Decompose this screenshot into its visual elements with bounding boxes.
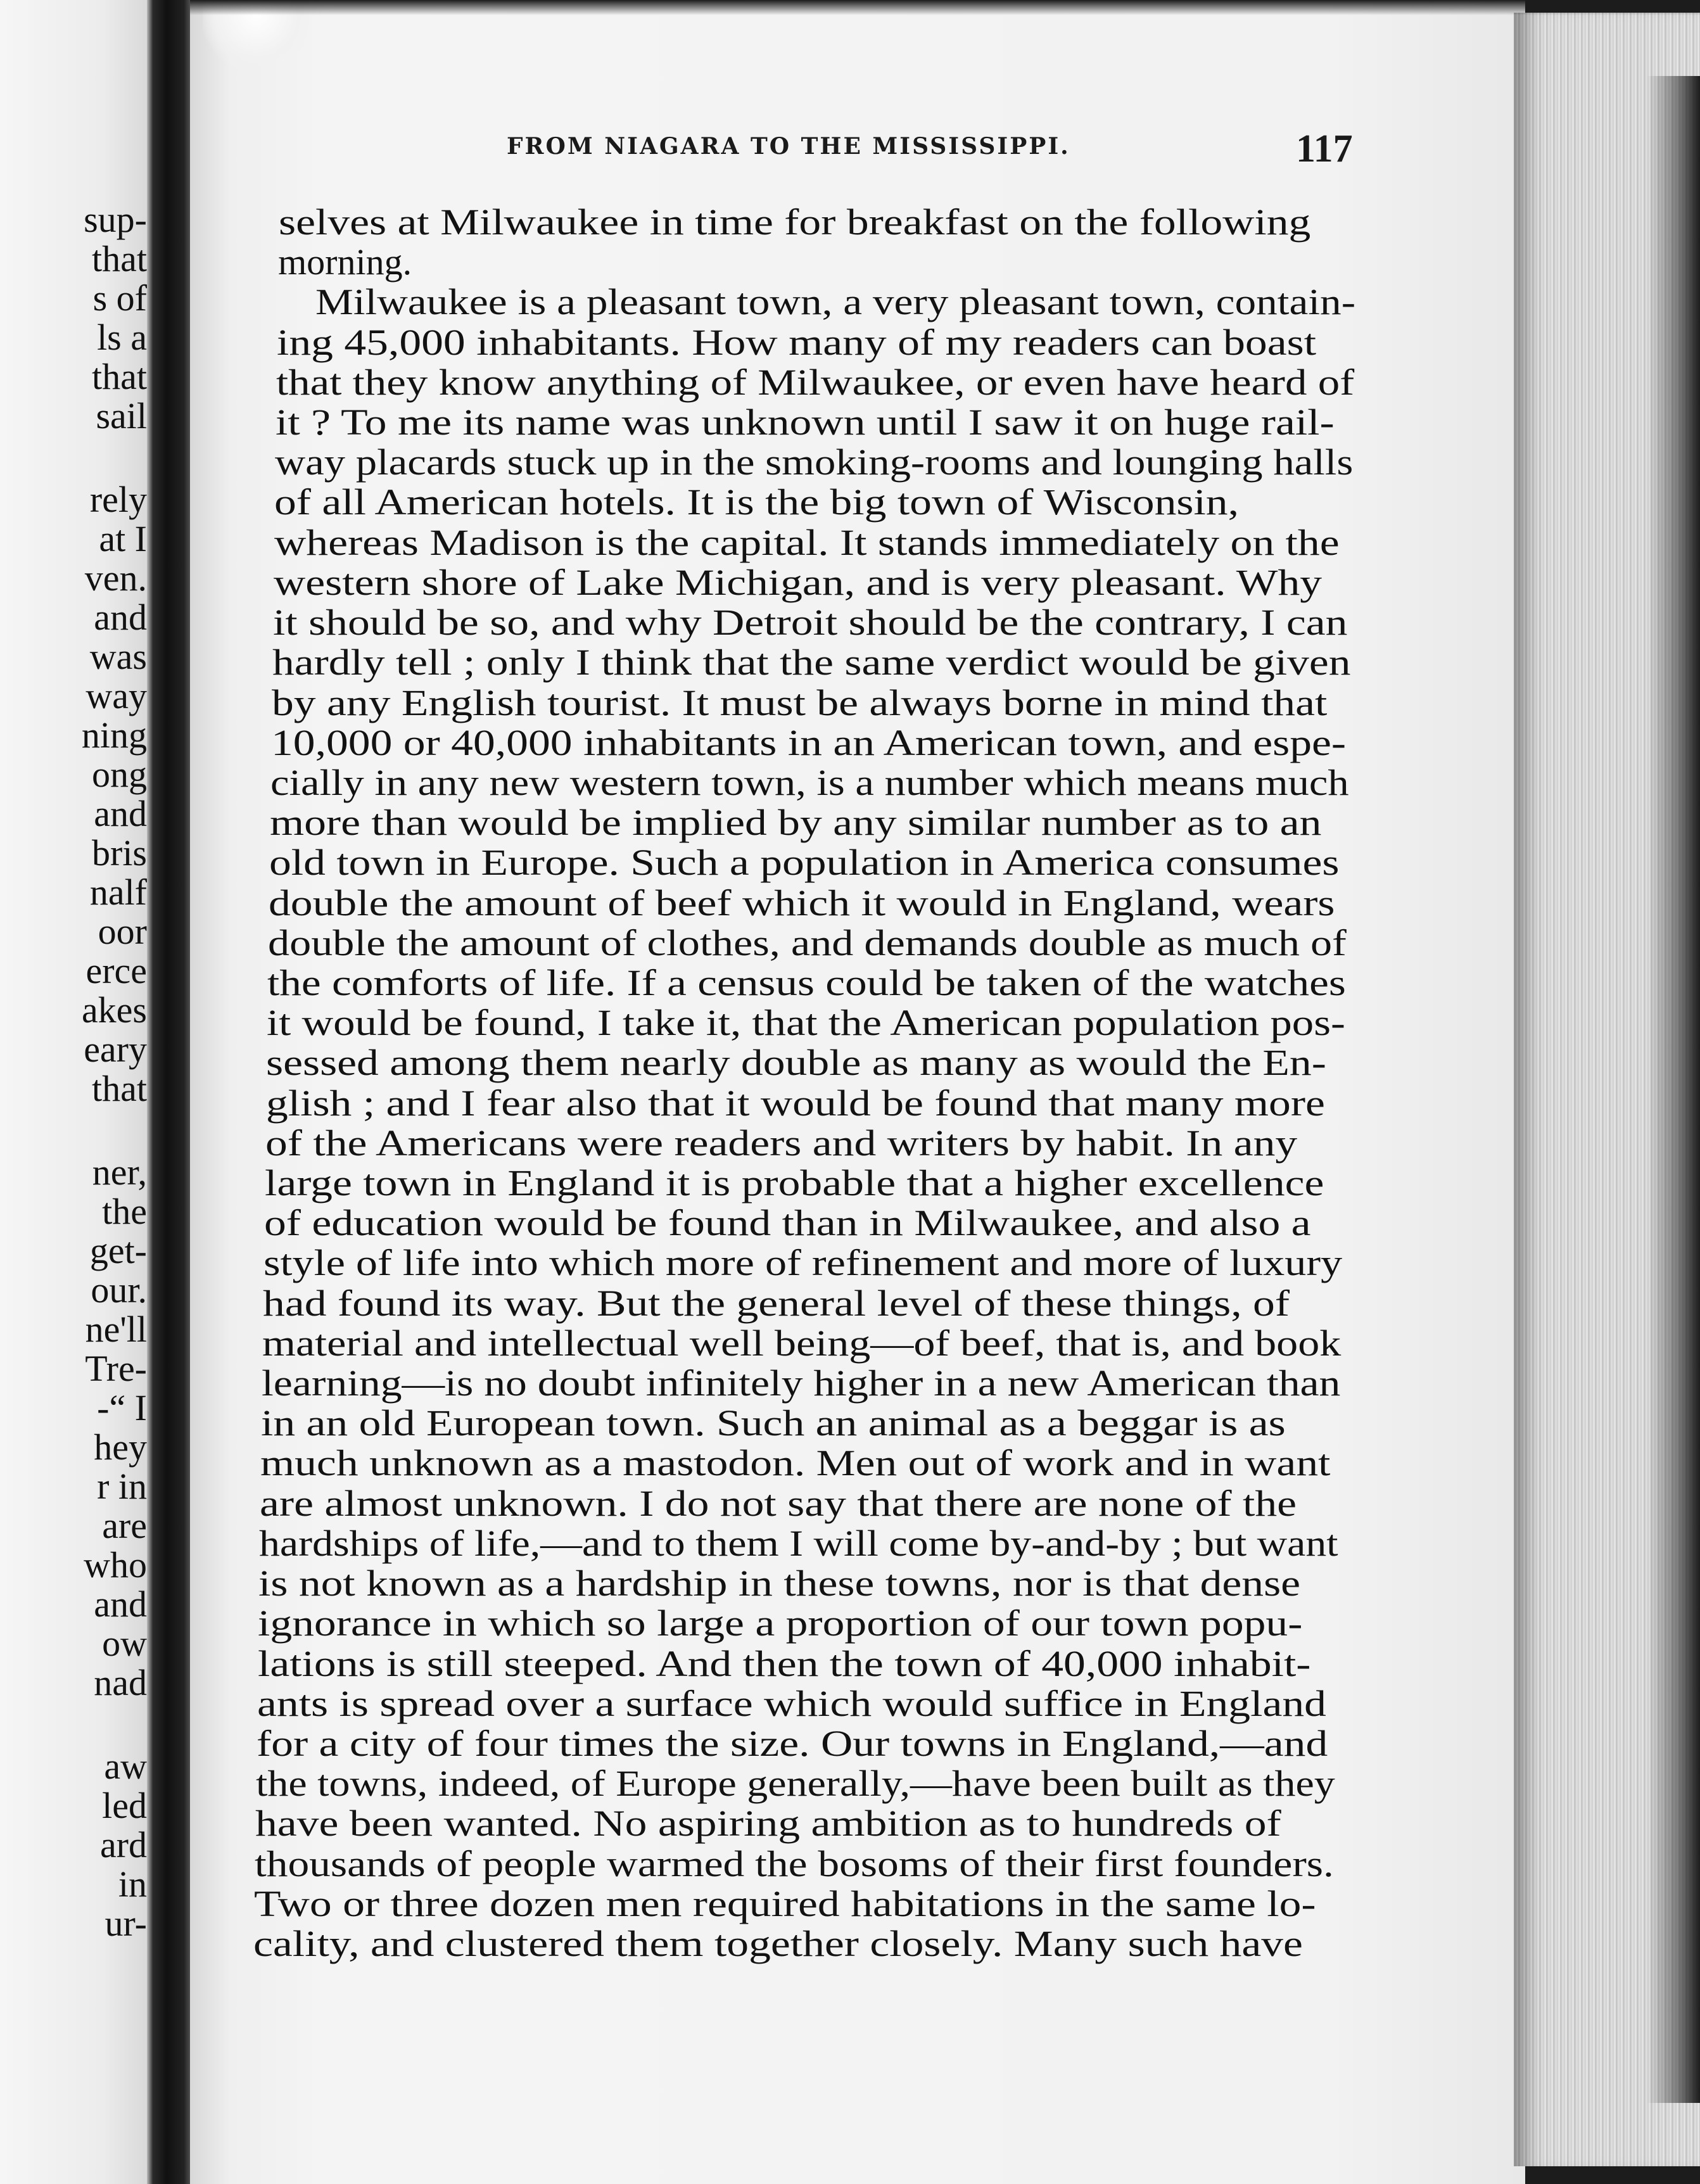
left-page-fragment: s of [92, 277, 147, 319]
text-line: ing 45,000 inhabitants. How many of my readers can boast [277, 321, 1317, 363]
left-page-fragment: Tre- [85, 1348, 147, 1389]
text-line: by any English tourist. It must be always borne in mind that [271, 682, 1328, 723]
left-page-fragment: hey [94, 1426, 147, 1468]
left-page-fragment: ls a [97, 317, 147, 358]
left-page-fragment: way [86, 675, 147, 716]
left-page-fragment: and [94, 597, 147, 638]
text-line: double the amount of clothes, and demands double as much of [268, 922, 1347, 963]
text-line: the comforts of life. If a census could be taken of the watches [267, 962, 1347, 1003]
left-page-fragment: our. [91, 1269, 147, 1311]
text-line: had found its way. But the general level of these things, of [262, 1282, 1290, 1324]
text-line: hardly tell ; only I think that the same verdict would be given [272, 642, 1351, 683]
text-line: much unknown as a mastodon. Men out of work and in want [260, 1442, 1331, 1484]
left-page-fragment: ne'll [85, 1309, 147, 1350]
text-line: it ? To me its name was unknown until I saw it on huge rail- [276, 402, 1335, 443]
left-page-fragment: bris [92, 832, 147, 873]
text-line: it would be found, I take it, that the American population pos- [267, 1002, 1346, 1044]
left-page-fragment: ong [92, 754, 147, 795]
left-page-fragment: the [102, 1191, 147, 1232]
text-line: it should be so, and why Detroit should be the contrary, I can [272, 602, 1348, 644]
left-page-fragment: ur- [105, 1903, 147, 1944]
left-page-fragment: ner, [92, 1152, 147, 1193]
left-page-fragment: ning [81, 714, 147, 756]
left-page-fragment: at I [99, 518, 147, 559]
text-line: the towns, indeed, of Europe generally,—have been built as they [255, 1763, 1335, 1805]
left-page-fragment: that [92, 356, 147, 397]
text-line: Two or three dozen men required habitations in the same lo- [253, 1882, 1316, 1924]
text-line: hardships of life,—and to them I will come by-and-by ; but want [259, 1522, 1338, 1564]
left-page-fragment: in [118, 1863, 147, 1905]
left-page-fragment: ard [99, 1824, 147, 1865]
text-line: Milwaukee is a pleasant town, a very pleasant town, contain- [315, 281, 1356, 323]
text-line: thousands of people warmed the bosoms of their first founders. [254, 1843, 1334, 1884]
left-page-fragment: that [92, 1068, 147, 1109]
text-line: western shore of Lake Michigan, and is very pleasant. Why [273, 561, 1322, 603]
left-page-fragment: sup- [84, 199, 147, 240]
left-page-fragment: akes [81, 989, 147, 1031]
page-number: 117 [1296, 127, 1353, 170]
text-line: in an old European town. Such an animal as a beggar is as [261, 1402, 1286, 1444]
running-head: FROM NIAGARA TO THE MISSISSIPPI. [507, 133, 1070, 160]
left-page-fragment: was [89, 636, 147, 677]
text-line: morning. [278, 241, 412, 283]
text-line: have been wanted. No aspiring ambition as to hundreds of [255, 1803, 1281, 1844]
left-page-fragment: who [84, 1544, 147, 1585]
left-page-fragment: that [92, 238, 147, 279]
text-line: cality, and clustered them together closely. Many such have [253, 1923, 1303, 1964]
text-line: 10,000 or 40,000 inhabitants in an American town, and espe- [270, 721, 1347, 763]
text-line: ignorance in which so large a proportion of our town popu- [258, 1603, 1303, 1644]
text-line: ants is spread over a surface which would suffice in England [257, 1682, 1326, 1724]
left-page-fragment: are [102, 1505, 147, 1546]
left-page-fragment: eary [84, 1029, 147, 1070]
left-page-fragment: sail [96, 395, 147, 436]
text-line: learning—is no doubt infinitely higher in a new American than [262, 1362, 1341, 1404]
text-line: double the amount of beef which it would in England, wears [269, 882, 1335, 924]
text-line: whereas Madison is the capital. It stands immediately on the [274, 521, 1340, 563]
left-page-fragment: oor [98, 911, 147, 952]
text-line: of the Americans were readers and writers by habit. In any [265, 1122, 1297, 1164]
left-page-fragment: and [94, 793, 147, 834]
left-page-fragment: get- [89, 1230, 147, 1271]
left-page-fragment: nad [94, 1662, 147, 1703]
text-line: is not known as a hardship in these towns, nor is that dense [258, 1563, 1301, 1604]
text-line: are almost unknown. I do not say that there are none of the [260, 1482, 1297, 1524]
text-line: lations is still steeped. And then the town of 40,000 inhabit- [257, 1642, 1310, 1684]
text-line: way placards stuck up in the smoking-rooms and lounging halls [275, 441, 1354, 483]
text-line: old town in Europe. Such a population in America consumes [269, 842, 1340, 884]
text-line: material and intellectual well being—of beef, that is, and book [262, 1322, 1342, 1364]
left-page-fragment: aw [104, 1746, 147, 1787]
text-line: style of life into which more of refinement and more of luxury [263, 1242, 1343, 1284]
left-page-fragment: erce [86, 950, 147, 991]
left-page-fragment: ow [102, 1623, 147, 1664]
left-page-fragment: r in [97, 1466, 147, 1507]
text-line: of education would be found than in Milwaukee, and also a [263, 1202, 1311, 1244]
text-line: for a city of four times the size. Our towns in England,—and [256, 1722, 1328, 1764]
left-page-fragment: ven. [84, 557, 147, 599]
left-page-fragment: led [102, 1785, 147, 1826]
text-line: large town in England it is probable that a higher excellence [264, 1162, 1324, 1204]
left-page-fragment: -“ I [97, 1387, 147, 1428]
left-page-fragment: and [94, 1584, 147, 1625]
text-line: glish ; and I fear also that it would be found that many more [265, 1082, 1325, 1124]
book-gutter [147, 0, 196, 2184]
page-edges-shadow [1647, 76, 1700, 2103]
text-line: cially in any new western town, is a number which means much [270, 761, 1349, 803]
top-edge-shadow [190, 0, 1700, 15]
left-page-fragment: rely [89, 479, 147, 520]
left-facing-page [0, 0, 147, 2184]
text-line: of all American hotels. It is the big town of Wisconsin, [274, 481, 1240, 523]
left-page-fragment: nalf [89, 872, 147, 913]
text-line: selves at Milwaukee in time for breakfast on the following [279, 201, 1311, 243]
text-line: that they know anything of Milwaukee, or even have heard of [276, 361, 1355, 403]
text-line: more than would be implied by any similar number as to an [270, 802, 1322, 844]
text-line: sessed among them nearly double as many as would the En- [266, 1042, 1327, 1084]
